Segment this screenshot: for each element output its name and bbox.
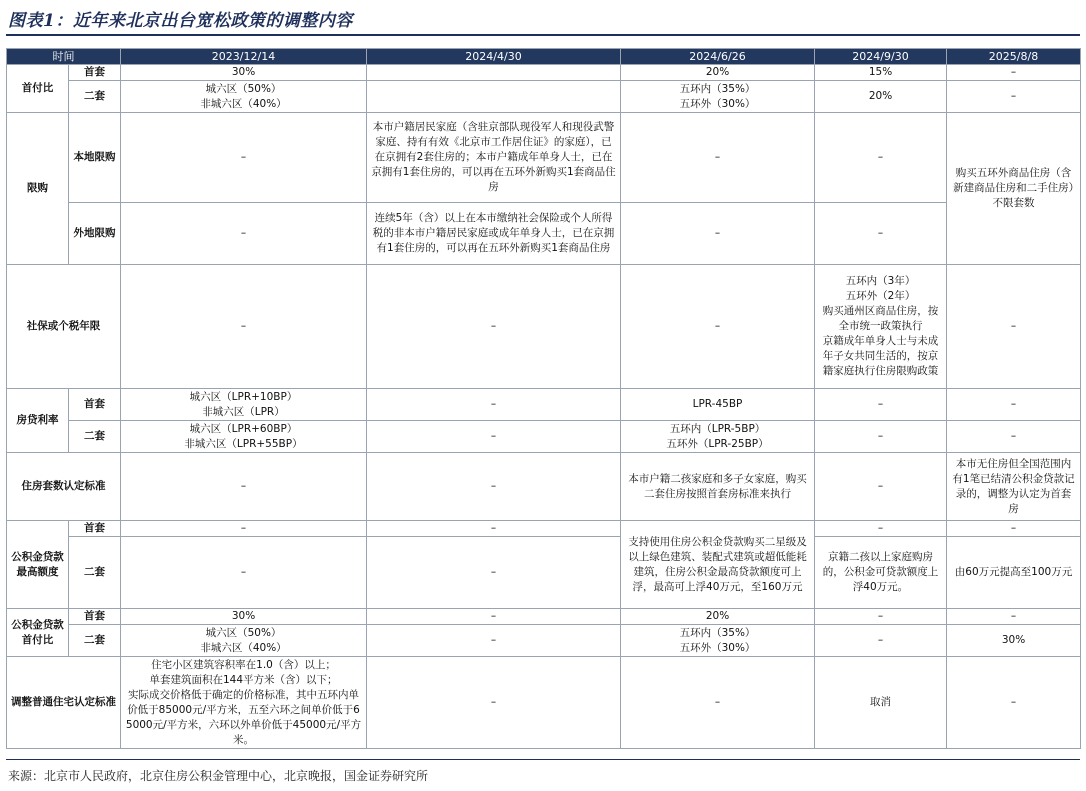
- cell: 京籍二孩以上家庭购房的，公积金可贷款额度上浮40万元。: [815, 537, 947, 609]
- cell: –: [947, 65, 1081, 81]
- cell: –: [621, 203, 815, 265]
- cell: –: [121, 203, 367, 265]
- header-date: 2024/9/30: [815, 49, 947, 65]
- table-row: [7, 113, 1081, 203]
- table-row: [7, 521, 1081, 537]
- cell: –: [815, 521, 947, 537]
- cell: –: [947, 421, 1081, 453]
- source-note: 来源：北京市人民政府，北京住房公积金管理中心，北京晚报，国金证券研究所: [8, 769, 429, 783]
- cell: –: [815, 609, 947, 625]
- cell: 城六区（LPR+60BP） 非城六区（LPR+55BP）: [121, 421, 367, 453]
- cell: –: [121, 453, 367, 521]
- table-row: [7, 203, 1081, 265]
- cell: –: [947, 265, 1081, 389]
- row-label: 首付比: [7, 65, 69, 113]
- cell: LPR-45BP: [621, 389, 815, 421]
- cell: –: [121, 113, 367, 203]
- table-row: [7, 609, 1081, 625]
- sub-label: 二套: [69, 537, 121, 609]
- cell: –: [367, 389, 621, 421]
- table-row: [7, 65, 1081, 81]
- cell: 城六区（LPR+10BP） 非城六区（LPR）: [121, 389, 367, 421]
- cell: 五环内（35%） 五环外（30%）: [621, 625, 815, 657]
- row-label: 限购: [7, 113, 69, 265]
- cell: 30%: [121, 65, 367, 81]
- cell: –: [367, 453, 621, 521]
- cell: –: [815, 421, 947, 453]
- header-row: [7, 49, 1081, 65]
- cell: 五环内（LPR-5BP） 五环外（LPR-25BP）: [621, 421, 815, 453]
- cell: –: [621, 657, 815, 749]
- cell: 由60万元提高至100万元: [947, 537, 1081, 609]
- cell: 本市户籍居民家庭（含驻京部队现役军人和现役武警家庭、持有有效《北京市工作居住证》的家庭），已在京拥有2套住房的；本市户籍成年单身人士，已在京拥有1套住房的，可以再在五环外新购买1套商品住房: [367, 113, 621, 203]
- table-row: [7, 453, 1081, 521]
- header-date: 2024/4/30: [367, 49, 621, 65]
- header-date: 2024/6/26: [621, 49, 815, 65]
- sub-label: 首套: [69, 521, 121, 537]
- cell: 30%: [947, 625, 1081, 657]
- sub-label: 首套: [69, 389, 121, 421]
- row-label: 社保或个税年限: [7, 265, 121, 389]
- cell: 15%: [815, 65, 947, 81]
- sub-label: 首套: [69, 609, 121, 625]
- cell: –: [815, 453, 947, 521]
- cell: –: [367, 265, 621, 389]
- cell: –: [121, 265, 367, 389]
- cell: 取消: [815, 657, 947, 749]
- cell: –: [121, 537, 367, 609]
- cell: [367, 65, 621, 81]
- table-row: [7, 81, 1081, 113]
- cell: 五环内（3年） 五环外（2年） 购买通州区商品住房，按全市统一政策执行 京籍成年单身人士与未成年子女共同生活的，按京籍家庭执行住房限购政策: [815, 265, 947, 389]
- title-divider: [6, 34, 1080, 36]
- sub-label: 二套: [69, 81, 121, 113]
- cell: –: [947, 81, 1081, 113]
- cell: 城六区（50%） 非城六区（40%）: [121, 625, 367, 657]
- cell: [367, 81, 621, 113]
- policy-table: [6, 48, 1081, 749]
- cell: 20%: [621, 65, 815, 81]
- sub-label: 本地限购: [69, 113, 121, 203]
- row-label: 调整普通住宅认定标准: [7, 657, 121, 749]
- table-row: [7, 265, 1081, 389]
- header-date: 2023/12/14: [121, 49, 367, 65]
- cell: 本市户籍二孩家庭和多子女家庭，购买二套住房按照首套房标准来执行: [621, 453, 815, 521]
- row-label: 公积金贷款最高额度: [7, 521, 69, 609]
- cell: 支持使用住房公积金贷款购买二星级及以上绿色建筑、装配式建筑或超低能耗建筑，住房公积金最高贷款额度可上浮，最高可上浮40万元，至160万元: [621, 521, 815, 609]
- cell: 五环内（35%） 五环外（30%）: [621, 81, 815, 113]
- cell: –: [367, 609, 621, 625]
- row-label: 房贷利率: [7, 389, 69, 453]
- cell: 20%: [815, 81, 947, 113]
- cell: 连续5年（含）以上在本市缴纳社会保险或个人所得税的非本市户籍居民家庭或成年单身人士，已在京拥有1套住房的，可以再在五环外新购买1套商品住房: [367, 203, 621, 265]
- cell: –: [815, 625, 947, 657]
- cell: –: [121, 521, 367, 537]
- cell: 城六区（50%） 非城六区（40%）: [121, 81, 367, 113]
- cell: –: [947, 521, 1081, 537]
- cell: –: [947, 609, 1081, 625]
- cell: –: [367, 537, 621, 609]
- sub-label: 外地限购: [69, 203, 121, 265]
- sub-label: 首套: [69, 65, 121, 81]
- header-time: 时间: [7, 49, 121, 65]
- row-label: 公积金贷款首付比: [7, 609, 69, 657]
- page-title: 图表1：近年来北京出台宽松政策的调整内容: [8, 11, 353, 31]
- row-label: 住房套数认定标准: [7, 453, 121, 521]
- cell: –: [621, 113, 815, 203]
- cell: 购买五环外商品住房（含新建商品住房和二手住房）不限套数: [947, 113, 1081, 265]
- cell: –: [621, 265, 815, 389]
- table-row: [7, 421, 1081, 453]
- cell: –: [367, 421, 621, 453]
- cell: –: [367, 625, 621, 657]
- cell: 本市无住房但全国范围内有1笔已结清公积金贷款记录的，调整为认定为首套房: [947, 453, 1081, 521]
- sub-label: 二套: [69, 625, 121, 657]
- cell: 20%: [621, 609, 815, 625]
- cell: –: [367, 521, 621, 537]
- source-divider: [6, 759, 1080, 760]
- table-row: [7, 389, 1081, 421]
- cell: –: [815, 203, 947, 265]
- table-row: [7, 625, 1081, 657]
- cell: –: [947, 657, 1081, 749]
- header-date: 2025/8/8: [947, 49, 1081, 65]
- cell: 住宅小区建筑容积率在1.0（含）以上； 单套建筑面积在144平方米（含）以下； 实际成交价格低于确定的价格标准，其中五环内单价低于85000元/平方米，五至六环之间单价低于65000元/平方米，六环以外单价低于45000元/平方米。: [121, 657, 367, 749]
- table-row: [7, 537, 1081, 609]
- cell: –: [947, 389, 1081, 421]
- cell: 30%: [121, 609, 367, 625]
- table-row: [7, 657, 1081, 749]
- cell: –: [367, 657, 621, 749]
- sub-label: 二套: [69, 421, 121, 453]
- cell: –: [815, 113, 947, 203]
- cell: –: [815, 389, 947, 421]
